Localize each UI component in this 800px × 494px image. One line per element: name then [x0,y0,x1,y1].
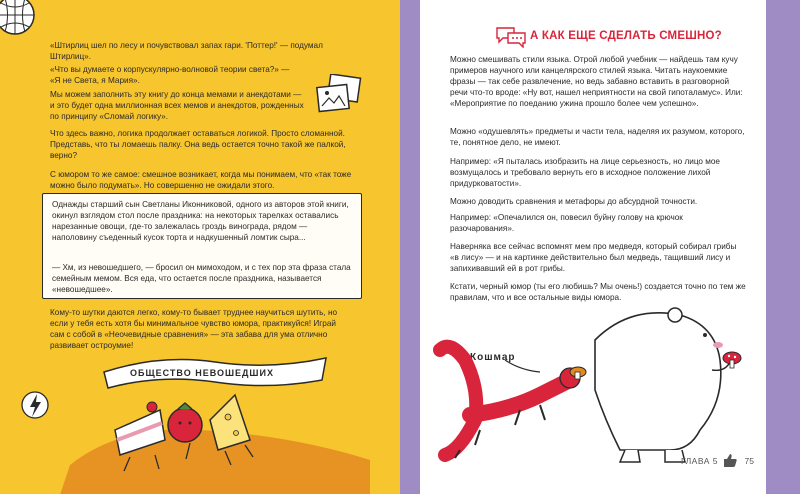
bear-fox-illustration [420,300,766,470]
paragraph-5: С юмором то же самое: смешное возникает, когда мы понимаем, что «так тоже можно было подумать». Но совершенно не ожидали этого. [50,170,352,190]
lightning-icon [20,388,50,422]
right-paragraph-6: Наверняка все сейчас вспомнят мем про медведя, который собирал грибы «в лису» — и на картинке действительно был медведь, тащивший лису и запихивавший ей в рот грибы. [450,242,737,273]
right-page [420,0,766,494]
right-paragraph-3: Например: «Я пыталась изобразить на лице серьезность, но лицо мое возмущалось и требовало вернуть его в исходное положение лихой придурковатости». [450,157,720,188]
tomato-icon [168,403,202,442]
right-paragraph-5: Например: «Опечалился он, повесил буйну голову на крючок разочарования». [450,213,683,233]
banner-label: ОБЩЕСТВО НЕВОШЕДШИХ [130,368,274,378]
note-paragraph-1: Однажды старший сын Светланы Иконниковой, одного из авторов этой книги, окинул взглядом стол после праздника: на некоторых тарелках оставались нарезанные овощи, где-то залежалась гроздь винограда, рядом — наполовину съеденный кусок торта и надкушенный ломтик сыра... [52,200,349,242]
paragraph-2: «Что вы думаете о корпускулярно-волновой теории света?» — «Я не Света, я Мария». [50,65,290,85]
paragraph-1: «Штирлиц шел по лесу и почувствовал запах гари. 'Поттер!' — подумал Штирлиц». [50,41,323,61]
paragraph-4: Что здесь важно, логика продолжает оставаться логикой. Просто сломанной. Представь, что ты ломаешь палку. Она ведь остается точно такой же палкой, верно? [50,129,346,160]
cheese-icon [210,395,250,450]
disco-ball-icon [0,0,38,38]
paragraph-3: Мы можем заполнить эту книгу до конца мемами и анекдотами — и это будет одна миллионная всех мемов и анекдотов, рожденных по принципу «Сломай логику». [50,90,304,121]
right-paragraph-1: Можно смешивать стили языка. Отрой любой учебник — найдешь там кучу примеров научного или канцелярского стилей языка. Читать наукоемкие фразы — так себе развлечение, но ведь забавно вставить в разговорной речи что-то вроде: «Ну вот, нашел неприятности на свой гипоталамус». Или: «Мероприятие по поеданию ужина прошло более чем успешно». [450,55,743,108]
right-paragraph-7: Кстати, черный юмор (ты его любишь? Мы очень!) создается точно по тем же правилам, что и все остальные виды юмора. [450,282,746,302]
page-number: 75 [744,456,754,466]
right-paragraph-4: Можно доводить сравнения и метафоры до абсурдной точности. [450,197,698,206]
chapter-label: ГЛАВА 5 [680,456,718,466]
mushroom-icon [723,352,741,368]
closing-paragraph: Кому-то шутки даются легко, кому-то бывает труднее научиться шутить, но если у тебя есть хотя бы минимальное чувство юмора, практикуйся! Играй сам с собой в «Неочевидные сравнения» — эта забава для ума отлично развивает остроумие! [50,308,338,350]
right-paragraph-2: Можно «одушевлять» предметы и части тела, наделяя их разумом, которого, те, понятное дело, не имеют. [450,127,745,147]
bear-icon [595,308,730,462]
nightmare-label: Кошмар [470,352,516,363]
note-paragraph-2: — Хм, из невошедшего, — бросил он мимоходом, и с тех пор эта фраза стала семейным мемом. Вся еда, что остается после праздника, называется «невошедшее». [52,263,351,294]
section-heading: А КАК ЕЩЕ СДЕЛАТЬ СМЕШНО? [530,30,722,42]
food-illustration [60,385,380,494]
speech-bubbles-icon [494,24,528,48]
pictures-icon [315,74,363,114]
thumbs-up-icon [722,452,738,468]
